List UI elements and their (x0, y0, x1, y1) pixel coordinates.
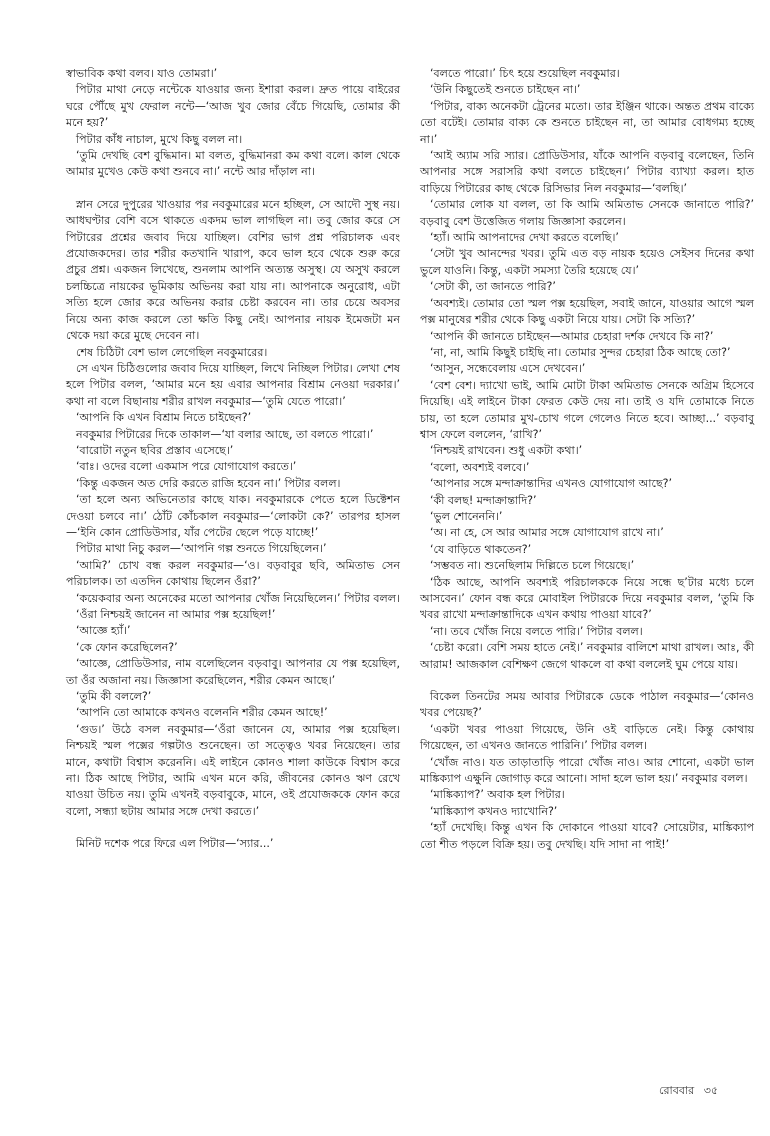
paragraph: ‘না। তবে খোঁজ নিয়ে বলতে পারি।’ পিটার বলল। (430, 624, 643, 638)
paragraph: ‘তুমি দেখছি বেশ বুদ্ধিমান। মা বলত, বুদ্ধিমানরা কম কথা বলে। কাল থেকে আমার মুখেও কেউ কথা শুনবে না।’ নন্টে আর দাঁড়াল না। (66, 149, 400, 179)
paragraph: ‘তোমার লোক যা বলল, তা কি আমি অমিতাভ সেনকে জানাতে পারি?’ বড়বাবু বেশ উত্তেজিত গলায় জিজ্ঞাসা করলেন। (420, 198, 754, 228)
paragraph: ‘আপনি তো আমাকে কখনও বলেননি শরীর কেমন আছে!’ (76, 706, 328, 720)
paragraph: ‘আপনার সঙ্গে মন্দাক্রান্তাদির এখনও যোগাযোগ আছে?’ (430, 477, 672, 491)
paragraph: ‘পিটার, বাক্য অনেকটা ট্রেনের মতো। তার ইঞ্জিন থাকে। অন্তত প্রথম বাক্যে তো বটেই। তোমার বাক্য কে শুনতে চাইছেন না, তা আমার বোধগম্য হচ্ছে না।’ (420, 99, 754, 146)
right-column (420, 66, 754, 853)
paragraph: ‘তুমি কী বললে?’ (76, 690, 152, 704)
paragraph: ‘গুড।’ উঠে বসল নবকুমার—‘ওঁরা জানেন যে, আমার পক্স হয়েছিল। নিশ্চয়ই স্মল পক্সের গল্পটাও শুনেছেন। তা সত্ত্বেও খবর নিয়েছেন। তার মানে, কথাটা বিশ্বাস করেননি। এই লাইনে কোনও শালা কাউকে বিশ্বাস করে না। ঠিক আছে পিটার, আমি এখন মনে করি, জীবনের কোনও ঋণ রেখে যাওয়া উচিত নয়। তুমি এখনই বড়বাবুকে, মানে, ওই প্রযোজককে ফোন করে বলো, সন্ধ্যা ছটায় আমার সঙ্গে দেখা করতে।’ (66, 722, 400, 818)
paragraph: ‘খোঁজ নাও। যত তাড়াতাড়ি পারো খোঁজ নাও। আর শোনো, একটা ভাল মাঙ্কিক্যাপ এক্ষুনি জোগাড় করে আনো। সাদা হলে ভাল হয়।’ নবকুমার বলল। (420, 755, 754, 786)
paragraph: ‘সম্ভবত না। শুনেছিলাম দিল্লিতে চলে গিয়েছে।’ (430, 559, 635, 573)
paragraph: ‘ওঁরা নিশ্চয়ই জানেন না আমার পক্স হয়েছিল!’ (76, 608, 276, 621)
paragraph: ‘নিশ্চয়ই রাখবেন। শুধু একটা কথা।’ (430, 444, 583, 458)
paragraph: ‘আসুন, সন্ধেবেলায় এসে দেখবেন।’ (430, 362, 586, 376)
paragraph: বিকেল তিনটের সময় আবার পিটারকে ডেকে পাঠাল নবকুমার—‘কোনও খবর পেয়েছ?’ (420, 690, 754, 720)
paragraph: ‘ভুল শোনেননি।’ (430, 509, 503, 523)
paragraph: ‘আপনি কি এখন বিশ্রাম নিতে চাইছেন?’ (76, 411, 252, 425)
paragraph: ‘ঠিক আছে, আপনি অবশ্যই পরিচালককে নিয়ে সন্ধে ছ’টার মধ্যে চলে আসবেন।’ ফোন বন্ধ করে মোবাইল পিটারকে দিয়ে নবকুমার বলল, ‘তুমি কি খবর রাখো মন্দাক্রান্তাদিকে এখন কথায় পাওয়া যাবে?’ (420, 575, 754, 622)
paragraph: ‘কে ফোন করেছিলেন?’ (76, 640, 178, 654)
left-column (66, 66, 400, 853)
paragraph: পিটার কাঁধ নাচাল, মুখে কিছু বলল না। (76, 132, 243, 146)
paragraph: ‘আজ্ঞে, প্রোডিউসার, নাম বলেছিলেন বড়বাবু। আপনার যে পক্স হয়েছিল, তা ওঁর অজানা নয়। জিজ্ঞাসা করেছিলেন, শরীর কেমন আছে।’ (66, 657, 400, 687)
paragraph: ‘বাঃ। ওদের বলো একমাস পরে যোগাযোগ করতে।’ (76, 460, 297, 474)
paragraph: ‘আপনি কী জানতে চাইছেন—আমার চেহারা দর্শক দেখবে কি না?’ (430, 329, 714, 343)
paragraph: ‘তা হলে অন্য অভিনেতার কাছে যাক। নবকুমারকে পেতে হলে ডিক্টেশন দেওয়া চলবে না।’ ঠোঁট কোঁচকাল নবকুমার—‘লোকটা কে?’ তারপর হাসল—‘ইনি কোন প্রোডিউসার, যাঁর পেটের ছেলে পড়ে যাচ্ছে!’ (66, 493, 400, 539)
paragraph: ‘বারোটা নতুন ছবির প্রস্তাব এসেছে।’ (76, 443, 234, 457)
paragraph: পিটার মাথা নেড়ে নন্টেকে যাওয়ার জন্য ইশারা করল। দ্রুত পায়ে বাইরের ঘরে পৌঁছে মুখ ফেরাল নন্টে—‘আজ খুব জোর বেঁচে গিয়েছি, তোমার কী মনে হয়?’ (66, 83, 400, 130)
paragraph: ‘আজ্ঞে হ্যাঁ।’ (76, 624, 131, 638)
paragraph: ‘বলতে পারো।’ চিৎ হয়ে শুয়েছিল নবকুমার। (430, 67, 620, 80)
paragraph: ‘আই অ্যাম সরি স্যার। প্রোডিউসার, যাঁকে আপনি বড়বাবু বলেছেন, তিনি আপনার সঙ্গে সরাসরি কথা বলতে চাইছেন।’ পিটার ব্যাখ্যা করল। হাত বাড়িয়ে পিটারের কাছ থেকে রিসিভার নিল নবকুমার—‘বলছি।’ (420, 149, 754, 195)
paragraph: ‘না, না, আমি কিছুই চাইছি না। তোমার সুন্দর চেহারা ঠিক আছে তো?’ (430, 345, 731, 359)
page-number: ৩৫ (703, 1084, 718, 1097)
paragraph: ‘উনি কিছুতেই শুনতে চাইছেন না।’ (430, 83, 581, 97)
paragraph: নবকুমার পিটারের দিকে তাকাল—‘যা বলার আছে, তা বলতে পারো।’ (76, 427, 374, 441)
paragraph: ‘বলো, অবশ্যই বলবে।’ (430, 460, 530, 474)
paragraph: ‘হ্যাঁ দেখেছি। কিন্তু এখন কি দোকানে পাওয়া যাবে? সোয়েটার, মাঙ্কিক্যাপ তো শীত পড়লে বিক্রি হয়। তবু দেখছি। যদি সাদা না পাই!’ (420, 821, 754, 851)
paragraph: ‘অবশ্যই। তোমার তো স্মল পক্স হয়েছিল, সবাই জানে, যাওয়ার আগে স্মল পক্স মানুষের শরীর থেকে কিছু একটা নিয়ে যায়। সেটা কি সত্যি?’ (420, 296, 754, 327)
paragraph: পিটার মাথা নিচু করল—‘আপনি গল্প শুনতে গিয়েছিলেন।’ (76, 542, 327, 556)
paragraph: ‘যে বাড়িতে থাকতেন?’ (430, 542, 532, 556)
paragraph: স্বাভাবিক কথা বলব। যাও তোমরা।’ (66, 67, 218, 80)
paragraph: ‘কয়েকবার অন্য অনেকের মতো আপনার খোঁজ নিয়েছিলেন।’ পিটার বলল। (76, 591, 400, 605)
paragraph: ‘আমি?’ চোখ বন্ধ করল নবকুমার—‘ও। বড়বাবুর ছবি, অমিতাভ সেন পরিচালক। তা এতদিন কোথায় ছিলেন ওঁরা?’ (66, 558, 400, 589)
paragraph: স্নান সেরে দুপুরের খাওয়ার পর নবকুমারের মনে হচ্ছিল, সে আদৌ সুস্থ নয়। আধঘণ্টার বেশি বসে থাকতে একদম ভাল লাগছিল না। তবু জোর করে সে পিটারের প্রশ্নের জবাব দিয়ে যাচ্ছিল। বেশির ভাগ প্রশ্ন পরিচালক এবং প্রযোজকদের। তার শরীর কতখানি খারাপ, কবে ভাল হবে থেকে শুরু করে প্রচুর প্রশ্ন। একজন লিখেছে, শুনলাম আপনি অত্যন্ত অসুস্থ। যে অসুখ করলে চলচ্চিত্রে নায়কের ভূমিকায় অভিনয় করা যায় না। আপনাকে অনুরোধ, এটা সত্যি হলে জোর করে অভিনয় করার চেষ্টা করবেন না। তার চেয়ে অবসর নিয়ে অন্য কাজ করলে তো ক্ষতি কিছু নেই। আপনার নায়ক ইমেজটা মন থেকে দয়া করে মুছে দেবেন না। (66, 197, 400, 343)
paragraph: শেষ চিঠিটা বেশ ভাল লেগেছিল নবকুমারের। (76, 345, 268, 359)
paragraph: সে এখন চিঠিগুলোর জবাব দিয়ে যাচ্ছিল, লিখে নিচ্ছিল পিটার। লেখা শেষ হলে পিটার বলল, ‘আমার মনে হয় এবার আপনার বিশ্রাম নেওয়া দরকার।’ কথা না বলে বিছানায় শরীর রাখল নবকুমার—‘তুমি যেতে পারো।’ (66, 361, 400, 408)
paragraph: ‘মাঙ্কিক্যাপ কখনও দ্যাখোনি?’ (430, 804, 558, 818)
paragraph: ‘বেশ বেশ। দ্যাখো ভাই, আমি মোটা টাকা অমিতাভ সেনকে অগ্রিম হিসেবে দিয়েছি। এই লাইনে টাকা ফেরত কেউ দেয় না। তাই ও যদি তোমাকে নিতে চায়, তা হলে তোমার মুখ-চোখ গলে গেলেও নিতে হবে। আচ্ছা...’ বড়বাবু শ্বাস ফেলে বললেন, ‘রাখি?’ (420, 378, 754, 441)
paragraph: ‘হ্যাঁ। আমি আপনাদের দেখা করতে বলেছি।’ (430, 231, 619, 245)
paragraph: ‘চেষ্টা করো। বেশি সময় হাতে নেই।’ নবকুমার বালিশে মাথা রাখল। আঃ, কী আরাম! আজকাল বেশিক্ষণ জেগে থাকলে বা কথা বললেই ঘুম পেয়ে যায়। (420, 641, 754, 671)
paragraph: ‘সেটা খুব আনন্দের খবর। তুমি এত বড় নায়ক হয়েও সেইসব দিনের কথা ভুলে যাওনি। কিন্তু, একটা সমস্যা তৈরি হয়েছে যে।’ (420, 247, 754, 277)
paragraph: ‘কিন্তু একজন অত দেরি করতে রাজি হবেন না।’ পিটার বলল। (76, 476, 341, 490)
paragraph: ‘একটা খবর পাওয়া গিয়েছে, উনি ওই বাড়িতে নেই। কিন্তু কোথায় গিয়েছেন, তা এখনও জানতে পারিনি।’ পিটার বলল। (420, 722, 754, 753)
paragraph: ‘সেটা কী, তা জানতে পারি?’ (430, 280, 556, 294)
paragraph: মিনিট দশেক পরে ফিরে এল পিটার—‘স্যার...’ (76, 837, 274, 851)
paragraph: ‘মাঙ্কিক্যাপ?’ অবাক হল পিটার। (430, 788, 565, 802)
publication-name: রোববার (659, 1084, 695, 1097)
paragraph: ‘অ। না হে, সে আর আমার সঙ্গে যোগাযোগ রাখে না।’ (430, 526, 664, 540)
page-footer (420, 1082, 718, 1101)
paragraph: ‘কী বলছ! মন্দাক্রান্তাদি?’ (430, 493, 537, 507)
